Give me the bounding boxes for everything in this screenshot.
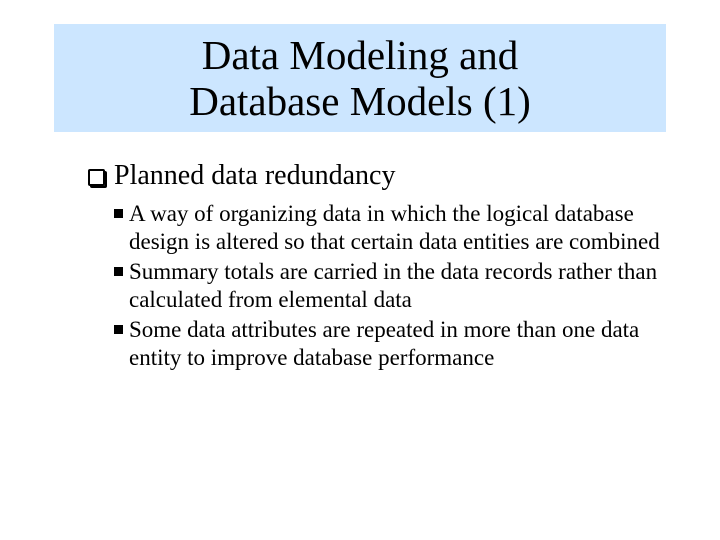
- square-bullet-icon: [114, 267, 123, 276]
- sub-bullet-text: A way of organizing data in which the logical database design is altered so that certain data entities are combined: [129, 201, 660, 254]
- slide-title-line-1: Data Modeling and: [201, 32, 519, 78]
- sub-bullet-item: [112, 258, 672, 314]
- square-bullet-icon: [114, 209, 123, 218]
- main-bullet-text: Planned data redundancy: [114, 160, 396, 191]
- square-bullet-icon: [114, 325, 123, 334]
- sub-bullet-text: Summary totals are carried in the data records rather than calculated from elemental data: [129, 259, 658, 312]
- slide-title-line-2: Database Models (1): [189, 78, 531, 124]
- sub-bullet-list: [112, 200, 672, 374]
- sub-bullet-text: Some data attributes are repeated in more than one data entity to improve database performance: [129, 317, 640, 370]
- sub-bullet-item: [112, 316, 672, 372]
- main-bullet: [88, 158, 395, 194]
- sub-bullet-item: [112, 200, 672, 256]
- checkbox-icon: [88, 169, 105, 186]
